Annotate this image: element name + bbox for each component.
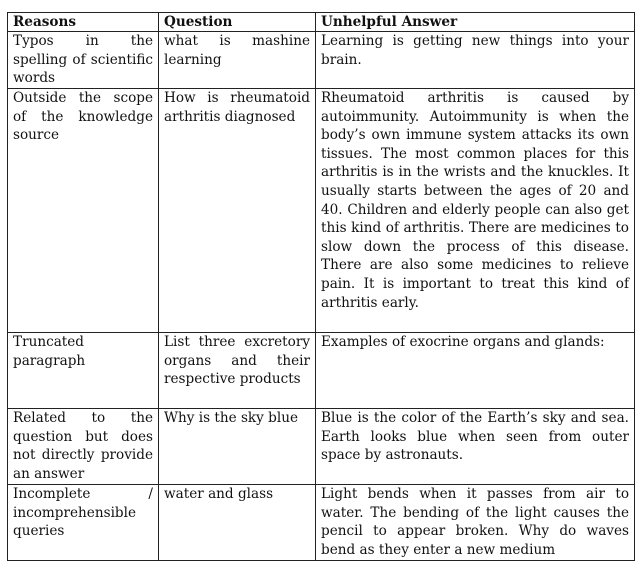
question-cell xyxy=(159,485,316,561)
question-text: List three excretory organs and their respective products xyxy=(164,334,310,388)
header-unhelpful-answer: Unhelpful Answer xyxy=(316,13,635,32)
header-reasons: Reasons xyxy=(8,13,159,32)
reason-text: Truncated paragraph xyxy=(13,334,86,369)
reason-text: Incomplete / incomprehensible queries xyxy=(13,486,153,540)
reason-text: Outside the scope of the knowledge source xyxy=(13,90,153,144)
question-text: How is rheumatoid arthritis diagnosed xyxy=(164,90,310,125)
reason-cell xyxy=(8,89,159,333)
table-row xyxy=(8,333,635,409)
question-text: Why is the sky blue xyxy=(164,410,299,426)
header-question: Question xyxy=(159,13,316,32)
table-row xyxy=(8,89,635,333)
question-cell xyxy=(159,409,316,485)
reason-cell xyxy=(8,333,159,409)
answer-text: Learning is getting new things into your brain. xyxy=(321,33,629,68)
answer-cell xyxy=(316,89,635,333)
reason-text: Typos in the spelling of scientific words xyxy=(13,33,153,87)
table-row xyxy=(8,485,635,561)
answer-cell xyxy=(316,32,635,89)
answer-text: Examples of exocrine organs and glands: xyxy=(321,334,605,350)
table-row xyxy=(8,32,635,89)
reason-cell xyxy=(8,32,159,89)
answer-text: Rheumatoid arthritis is caused by autoimmunity. Autoimmunity is when the body’s own immune system attacks its own tissues. The most common places for this arthritis is in the wrists and the knuckles. It usually starts between the ages of 20 and 40. Children and elderly people can also get this kind of arthritis. There are medicines to slow down the process of this disease. There are also some medicines to relieve pain. It is important to treat this kind of arthritis early. xyxy=(321,90,629,311)
question-text: what is mashine learning xyxy=(164,33,310,68)
answer-cell xyxy=(316,485,635,561)
question-cell xyxy=(159,333,316,409)
question-text: water and glass xyxy=(164,486,274,502)
table-row xyxy=(8,409,635,485)
question-cell xyxy=(159,89,316,333)
reason-cell xyxy=(8,485,159,561)
answer-cell xyxy=(316,333,635,409)
answer-text: Light bends when it passes from air to water. The bending of the light causes the pencil to appear broken. Why do waves bend as they enter a new medium xyxy=(321,486,629,558)
unhelpful-answers-table xyxy=(7,12,635,561)
table-header-row xyxy=(8,13,635,32)
answer-text: Blue is the color of the Earth’s sky and sea. Earth looks blue when seen from outer space by astronauts. xyxy=(321,410,629,464)
question-cell xyxy=(159,32,316,89)
answer-cell xyxy=(316,409,635,485)
reason-text: Related to the question but does not directly provide an answer xyxy=(13,410,153,482)
reason-cell xyxy=(8,409,159,485)
